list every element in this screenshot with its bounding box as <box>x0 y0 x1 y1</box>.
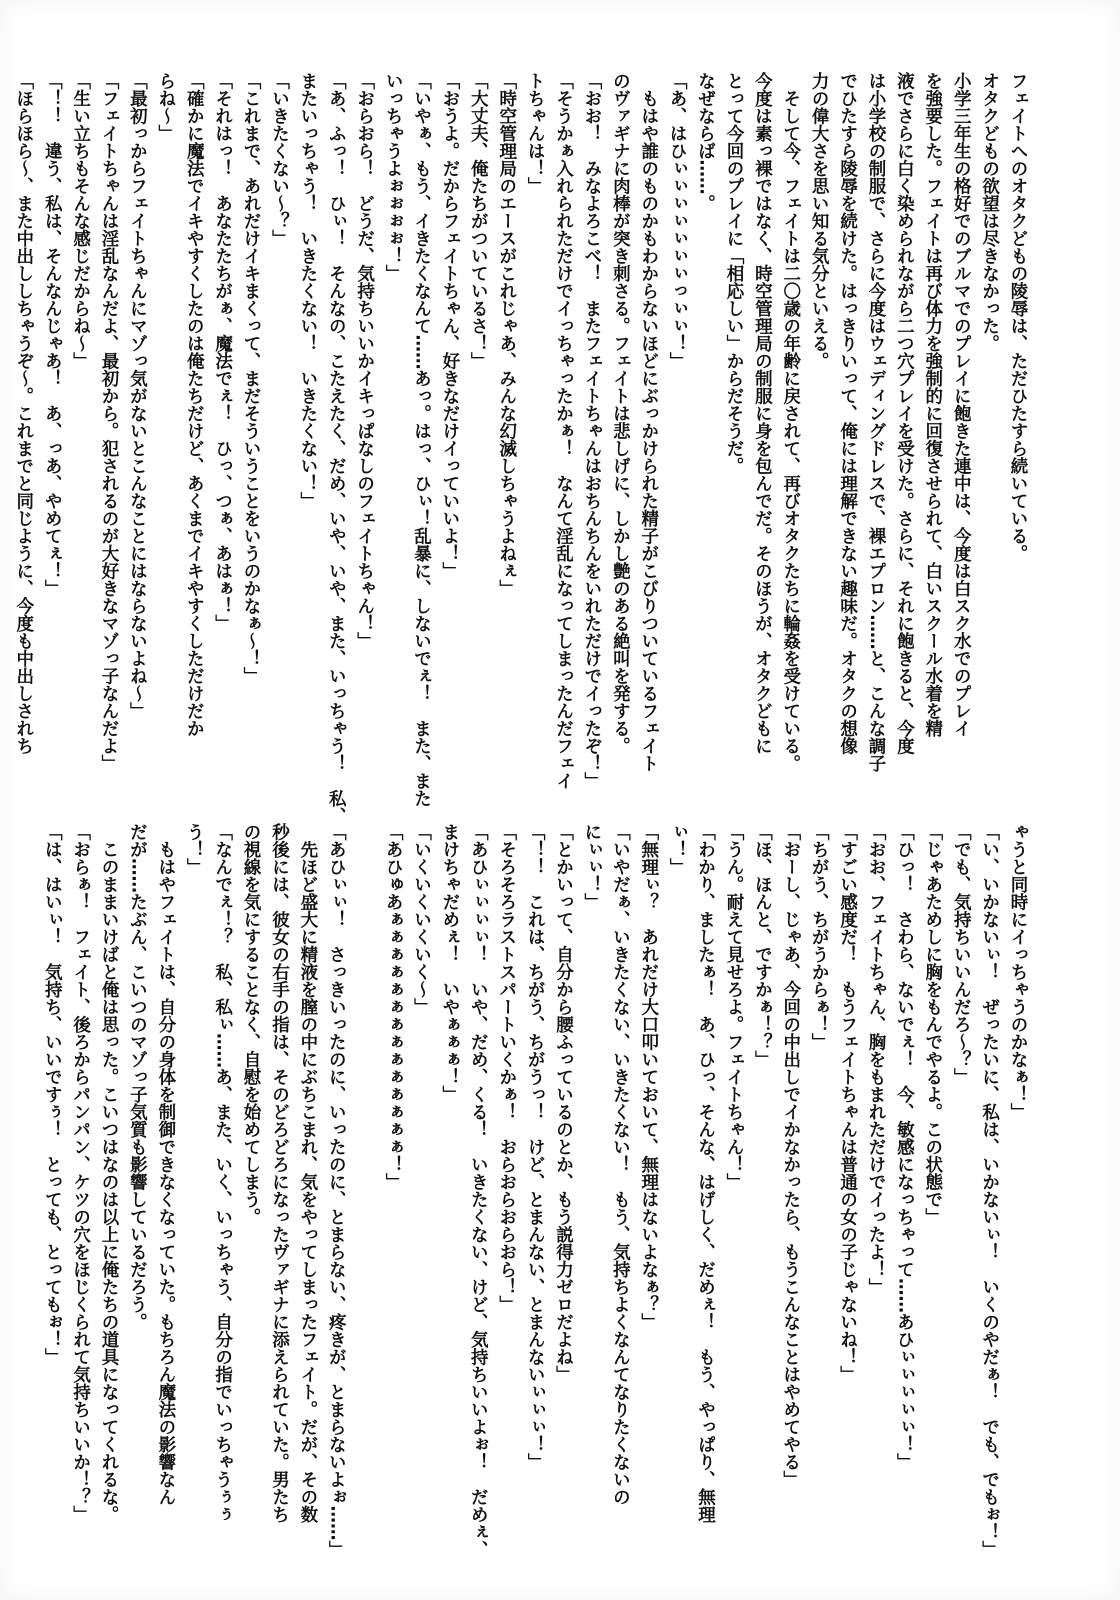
text-line: 「ほらほら～、また中出ししちゃうぞ～。これまでと同じように、今度も中出しされち <box>13 72 34 755</box>
text-line: 「おうよ。だからフェイトちゃん、好きなだけイっていいよ！」 <box>439 72 460 580</box>
text-line: 「そうかぁ入れられただけでイっちゃったかぁ！ なんて淫乱になってしまったんだフェイ <box>553 72 574 790</box>
text-line: いっちゃうよぉぉぉぉ！」 <box>383 72 404 282</box>
text-line: にぃぃ！」 <box>581 823 602 911</box>
text-line: 「いやだぁ、いきたくない、いきたくない！ もう、気持ちよくなんてなりたくないの <box>610 823 631 1506</box>
text-line: 「あ、はひぃぃぃぃぃぃぃっぃぃ！」 <box>667 72 688 370</box>
text-line: 「フェイトちゃんは淫乱なんだよ、最初から。犯されるのが大好きなマゾっ子なんだよ」 <box>99 72 119 772</box>
text-line: 小学三年生の格好でのブルマでのプレイに飽きた連中は、今度は白スク水でのプレイ <box>951 72 972 737</box>
text-line: 「なんでぇ！？ 私、私ぃ……あ、また、いく、いっちゃう、自分の指でいっちゃうぅぅ <box>212 823 233 1523</box>
text-line: このままいけばと俺は思った。こいつはなのは以上に俺たちの道具になってくれるな。 <box>99 823 119 1523</box>
text-line: 「おらおら！ どうだ、気持ちいいかイキっぱなしのフェイトちゃん！」 <box>354 72 375 650</box>
text-line: 今度は素っ裸ではなく、時空管理局の制服に身を包んでだ。そのほうが、オタクどもに <box>752 72 773 755</box>
text-line: 「あ、ふっ！ ひぃ！ そんなの、こたえたく、だめ、いや、いや、また、いっちゃう！ 私、 <box>326 72 347 825</box>
text-line: 「おらぁ！ フェイト、後ろからパンパン、ケツの穴をほじくられて気持ちいいか！？」 <box>70 823 91 1523</box>
text-line: 「おお、フェイトちゃん、胸をもまれただけでイったよ！」 <box>865 823 886 1296</box>
text-line: 「確かに魔法でイキやすくしたのは俺たちだけど、あくまでイキやすくしただけだか <box>184 72 205 737</box>
text-line: またいっちゃう！ いきたくない！ いきたくない！」 <box>297 72 318 510</box>
text-line: 「あひゅあぁぁぁぁぁぁぁぁぁぁぁぁぁぁ！」 <box>383 823 404 1191</box>
text-line: 「そろそろラストスパートいくかぁ！ おらおらおらおら！」 <box>496 823 517 1313</box>
text-line: の視線を気にすることなく、自慰を始めてしまう。 <box>241 823 262 1226</box>
text-line: 「それはっ！ あなたたちがぁ、魔法でぇ！ ひっ、つぁ、あはぁ！」 <box>212 72 233 632</box>
text-line: でひたすら陵辱を続けた。はっきりいって、俺には理解できない趣味だ。オタクの想像 <box>837 72 858 755</box>
text-line: 「ちがう、ちがうからぁ！」 <box>809 823 830 1051</box>
text-line: 「は、はいぃ！ 気持ち、いいですぅ！ とっても、とってもぉ！」 <box>42 823 63 1366</box>
bottom-text-block <box>42 823 1032 1558</box>
text-line: 「じゃあためしに胸をもんでやるよ。この状態で」 <box>922 823 943 1226</box>
top-text-block <box>13 72 1032 825</box>
text-line: を強要した。フェイトは再び体力を強制的に回復させられて、白いスクール水着を精 <box>922 72 943 737</box>
text-line: 「ほ、ほんと、ですかぁ！？」 <box>752 823 773 1068</box>
text-line: 「でも、気持ちいいんだろ～？」 <box>951 823 972 1086</box>
text-line: 「あひぃぃ！ さっきいったのに、いったのに、とまらない、疼きが、とまらないよぉ……」 <box>326 823 347 1558</box>
text-line <box>350 823 378 1523</box>
text-line: そして今、フェイトは二〇歳の年齢に戻されて、再びオタクたちに輪姦を受けている。 <box>780 72 801 772</box>
text-line: 「これまで、あれだけイキまくって、まだそういうことをいうのかなぁ～！」 <box>241 72 262 685</box>
text-line: 「とかいって、自分から腰ふっているのとか、もう説得力ゼロだよね」 <box>553 823 574 1383</box>
text-line: 「うん。耐えて見せろよ。フェイトちゃん！」 <box>723 823 744 1191</box>
text-line: 「大丈夫、俺たちがついているさ！」 <box>468 72 489 370</box>
text-line: 「すごい感度だ！ もうフェイトちゃんは普通の女の子じゃないね！」 <box>837 823 858 1383</box>
text-line: まけちゃだめぇ！ いやぁぁぁ！」 <box>439 823 460 1103</box>
text-line: 秒後には、彼女の右手の指は、そのどろどろになったヴァギナに添えられていた。男たち <box>269 823 290 1523</box>
text-line: らね～」 <box>155 72 176 142</box>
text-line: なぜならば……。 <box>695 72 716 212</box>
text-line: 「最初っからフェイトちゃんにマゾっ気がないとこんなことにはならないよね～」 <box>127 72 148 720</box>
text-line: 「！！ 違う、私は、そんなんじゃあ！ あ、っあ、やめてぇ！」 <box>42 72 63 597</box>
text-line: もはや誰のものかもわからないほどにぶっかけられた精子がこびりついているフェイト <box>638 72 659 772</box>
text-line: 液でさらに白く染められながら二つ穴プレイを受けた。さらに、それに飽きると、今度 <box>894 72 915 755</box>
text-line: 「い、いかないぃ！ ぜったいに、私は、いかないぃ！ いくのやだぁ！ でも、でもぉ！」 <box>979 823 1000 1558</box>
text-line: ゃうと同時にイっちゃうのかなぁ！」 <box>1008 823 1028 1121</box>
text-line: 「おーし、じゃあ、今回の中出しでイかなかったら、もうこんなことはやめてやる」 <box>780 823 801 1488</box>
text-line: 先ほど盛大に精液を膣の中にぶちこまれ、気をやってしまったフェイト。だが、その数 <box>297 823 318 1523</box>
text-line: 「時空管理局のエースがこれじゃあ、みんな幻滅しちゃうよねぇ」 <box>496 72 517 597</box>
text-line: のヴァギナに肉棒が突き刺さる。フェイトは悲しげに、しかし艶のある絶叫を発する。 <box>610 72 631 755</box>
text-line: オタクどもの欲望は尽きなかった。 <box>979 72 1000 352</box>
text-line: だが……たぶん、こいつのマゾっ子気質も影響しているだろう。 <box>127 823 148 1331</box>
text-line: 「おお！ みなよろこべ！ またフェイトちゃんはおちんちんをいれただけでイったぞ！」 <box>581 72 602 790</box>
text-line: 「わかり、ましたぁ！ あ、ひっ、そんな、はげしく、だめぇ！ もう、やっぱり、無理 <box>695 823 716 1523</box>
text-line: 力の偉大さを思い知る気分といえる。 <box>809 72 830 370</box>
text-line: フェイトへのオタクどもの陵辱は、ただひたすら続いている。 <box>1008 72 1028 562</box>
text-line: 「いやぁ、もう、イきたくなんて……あっ。はっ、ひぃ！乱暴に、しないでぇ！ また、また <box>411 72 432 807</box>
text-line: 「生い立ちもそんな感じだからね～」 <box>70 72 91 370</box>
text-line: ぃ！」 <box>667 823 688 876</box>
text-line: とって今回のプレイに「相応しい」からだそうだ。 <box>723 72 744 475</box>
text-line: もはやフェイトは、自分の身体を制御できなくなっていた。もちろん魔法の影響なん <box>155 823 176 1506</box>
text-line: トちゃんは！」 <box>525 72 546 195</box>
text-line: 「無理ぃ？ あれだけ大口叩いておいて、無理はないよなぁ？」 <box>638 823 659 1331</box>
text-line: う！」 <box>184 823 205 876</box>
text-line: は小学校の制服で、さらに今度はウェディングドレスで、裸エプロン……と、こんな調子 <box>865 72 886 772</box>
text-line: 「あひぃぃぃぃ！ いや、だめ、くる！ いきたくない、けど、気持ちいいよぉ！ だめぇ、 <box>468 823 489 1558</box>
text-line: 「いきたくない～？」 <box>269 72 290 247</box>
text-line: 「！！ これは、ちがう、ちがうっ！ けど、とまんない、とまんないぃぃぃ！」 <box>525 823 546 1471</box>
text-line: 「いくいくいくいく～」 <box>411 823 432 1016</box>
text-line: 「ひっ！ さわら、ないでぇ！ 今、敏感になっちゃって……あひぃぃぃぃぃ！」 <box>894 823 915 1471</box>
